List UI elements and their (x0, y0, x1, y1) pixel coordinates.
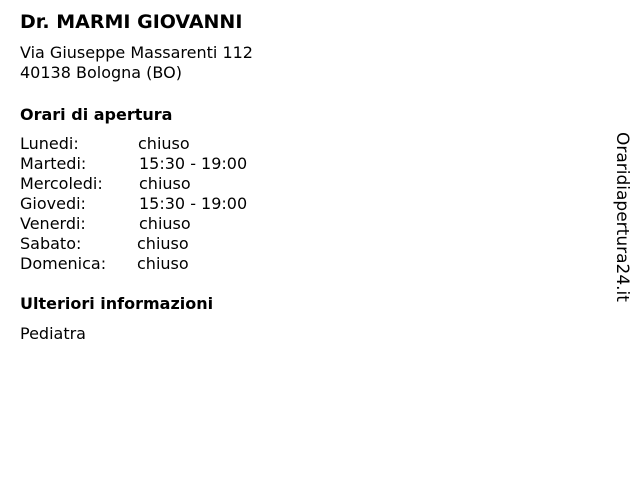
day-label: Domenica: (20, 254, 107, 273)
day-label: Martedi: (20, 154, 87, 173)
day-hours: chiuso (138, 134, 190, 153)
more-info-title: Ulteriori informazioni (20, 294, 214, 313)
business-name: Dr. MARMI GIOVANNI (20, 11, 243, 33)
day-hours: chiuso (139, 174, 191, 193)
day-hours: chiuso (137, 234, 189, 253)
day-label: Lunedi: (20, 134, 79, 153)
day-hours: 15:30 - 19:00 (139, 154, 248, 173)
business-category: Pediatra (20, 324, 86, 343)
business-address (20, 43, 253, 83)
day-label: Venerdi: (20, 214, 86, 233)
day-label: Sabato: (20, 234, 82, 253)
site-watermark: Oraridiapertura24.it (612, 132, 632, 302)
day-label: Giovedi: (20, 194, 86, 213)
day-hours: 15:30 - 19:00 (139, 194, 248, 213)
opening-hours-title: Orari di apertura (20, 105, 173, 124)
day-label: Mercoledi: (20, 174, 103, 193)
address-street: Via Giuseppe Massarenti 112 (20, 43, 253, 62)
day-hours: chiuso (139, 214, 191, 233)
day-hours: chiuso (137, 254, 189, 273)
address-city: 40138 Bologna (BO) (20, 63, 182, 82)
